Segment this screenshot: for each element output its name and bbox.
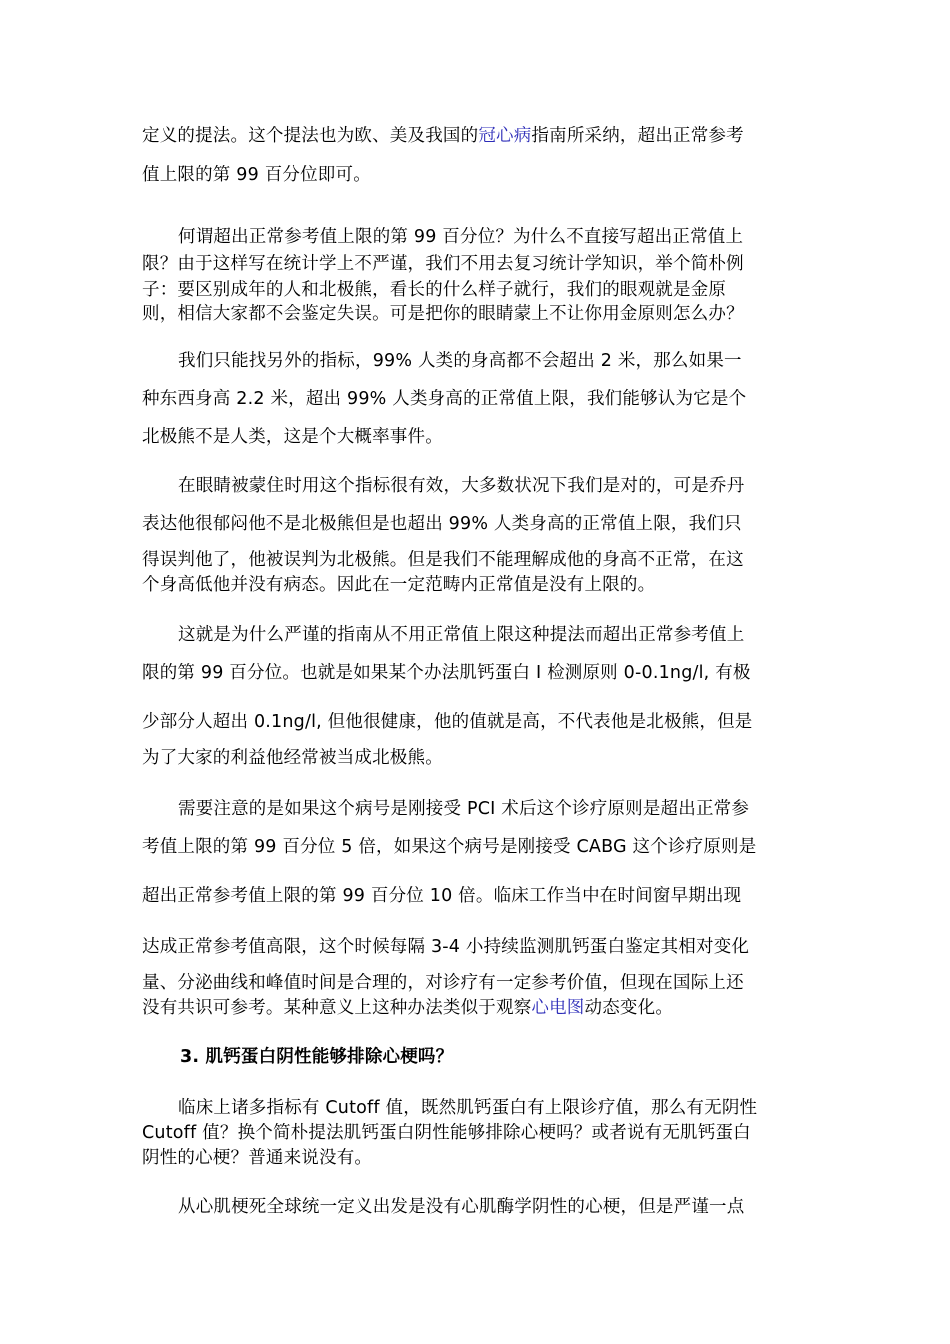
- text-line: 定义的提法。这个提法也为欧、美及我国的冠心病指南所采纳，超出正常参考: [142, 126, 744, 146]
- text-line: 北极熊不是人类，这是个大概率事件。: [142, 427, 443, 447]
- paragraph-first-line: 我们只能找另外的指标，99% 人类的身高都不会超出 2 米，那么如果一: [178, 351, 742, 371]
- text-line: 得误判他了，他被误判为北极熊。但是我们不能理解成他的身高不正常，在这: [142, 550, 744, 570]
- paragraph-first-line: 在眼睛被蒙住时用这个指标很有效，大多数状况下我们是对的，可是乔丹: [178, 476, 745, 496]
- text-line: 限？由于这样写在统计学上不严谨，我们不用去复习统计学知识，举个简朴例: [142, 254, 744, 274]
- link-coronary-heart-disease[interactable]: 冠心病: [478, 126, 532, 146]
- text-line: Cutoff 值？换个简朴提法肌钙蛋白阴性能够排除心梗吗？或者说有无肌钙蛋白: [142, 1123, 751, 1143]
- text-line: 种东西身高 2.2 米，超出 99% 人类身高的正常值上限，我们能够认为它是个: [142, 389, 747, 409]
- paragraph-first-line: 从心肌梗死全球统一定义出发是没有心肌酶学阴性的心梗，但是严谨一点: [178, 1197, 745, 1217]
- text-line: 则，相信大家都不会鉴定失误。可是把你的眼睛蒙上不让你用金原则怎么办？: [142, 304, 744, 324]
- text-line: 值上限的第 99 百分位即可。: [142, 165, 371, 185]
- text-line: 子：要区别成年的人和北极熊，看长的什么样子就行，我们的眼观就是金原: [142, 280, 727, 300]
- text-line: 为了大家的利益他经常被当成北极熊。: [142, 748, 443, 768]
- link-electrocardiogram[interactable]: 心电图: [531, 998, 585, 1018]
- paragraph-first-line: 何谓超出正常参考值上限的第 99 百分位？为什么不直接写超出正常值上: [178, 227, 744, 247]
- paragraph-first-line: 临床上诸多指标有 Cutoff 值，既然肌钙蛋白有上限诊疗值，那么有无阴性: [178, 1098, 758, 1118]
- text-line: 量、分泌曲线和峰值时间是合理的，对诊疗有一定参考价值，但现在国际上还: [142, 973, 744, 993]
- paragraph-first-line: 这就是为什么严谨的指南从不用正常值上限这种提法而超出正常参考值上: [178, 625, 745, 645]
- text-line: 阴性的心梗？普通来说没有。: [142, 1148, 373, 1168]
- text-line: 没有共识可参考。某种意义上这种办法类似于观察心电图动态变化。: [142, 998, 674, 1018]
- text-line: 考值上限的第 99 百分位 5 倍，如果这个病号是刚接受 CABG 这个诊疗原则是: [142, 837, 757, 857]
- text-line: 个身高低他并没有病态。因此在一定范畴内正常值是没有上限的。: [142, 575, 656, 595]
- text-line: 少部分人超出 0.1ng/l, 但他很健康，他的值就是高，不代表他是北极熊，但是: [142, 712, 753, 732]
- text-line: 达成正常参考值高限，这个时候每隔 3-4 小持续监测肌钙蛋白鉴定其相对变化: [142, 937, 750, 957]
- paragraph-first-line: 需要注意的是如果这个病号是刚接受 PCI 术后这个诊疗原则是超出正常参: [178, 799, 750, 819]
- text-line: 超出正常参考值上限的第 99 百分位 10 倍。临床工作当中在时间窗早期出现: [142, 886, 742, 906]
- text-line: 表达他很郁闷他不是北极熊但是也超出 99% 人类身高的正常值上限，我们只: [142, 514, 742, 534]
- section-heading: 3. 肌钙蛋白阴性能够排除心梗吗？: [180, 1047, 454, 1067]
- text-line: 限的第 99 百分位。也就是如果某个办法肌钙蛋白 I 检测原则 0-0.1ng/l, 有极: [142, 663, 751, 683]
